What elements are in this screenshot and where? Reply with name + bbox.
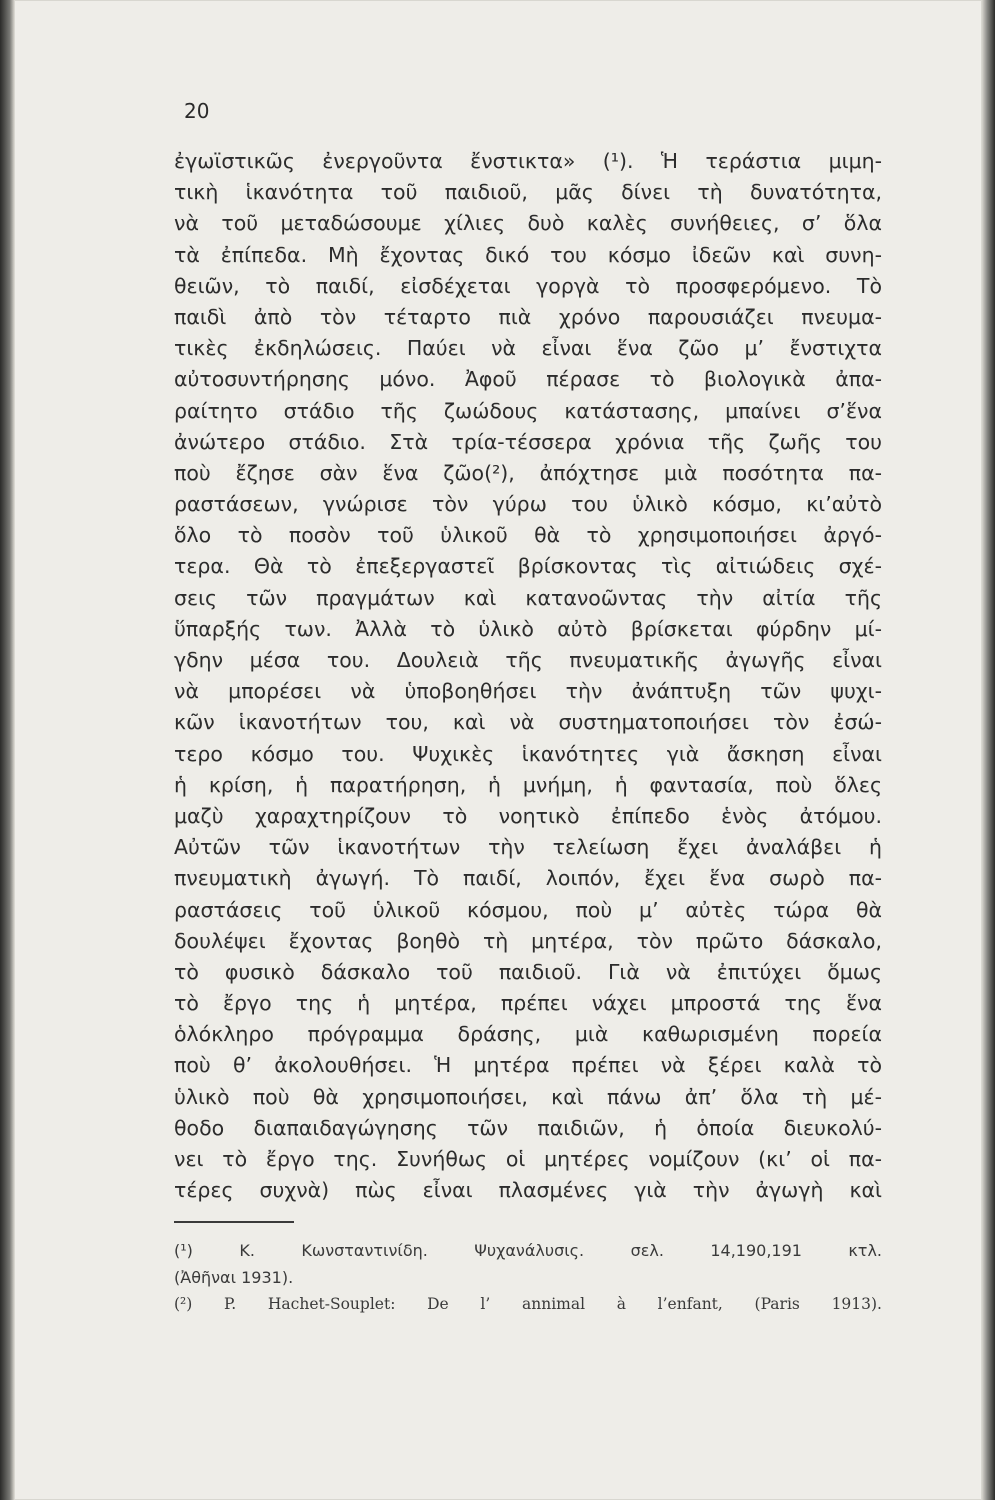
text-line: τέρες συχνὰ) πὼς εἶναι πλασμένες γιὰ τὴν ἀγωγὴ καὶ bbox=[174, 1178, 882, 1203]
text-line: σεις τῶν πραγμάτων καὶ κατανοῶντας τὴν αἰτία τῆς bbox=[174, 585, 882, 610]
book-gutter-edge bbox=[0, 0, 14, 1500]
text-line: ὕπαρξής των. Ἀλλὰ τὸ ὑλικὸ αὐτὸ βρίσκεται φύρδην μί- bbox=[174, 616, 882, 641]
text-line: μαζὺ χαραχτηρίζουν τὸ νοητικὸ ἐπίπεδο ἑνὸς ἀτόμου. bbox=[174, 803, 882, 828]
text-line: παιδὶ ἀπὸ τὸν τέταρτο πιὰ χρόνο παρουσιάζει πνευμα- bbox=[174, 304, 882, 329]
text-line: κῶν ἱκανοτήτων του, καὶ νὰ συστηματοποιήσει τὸν ἐσώ- bbox=[174, 710, 882, 735]
text-line: δουλέψει ἔχοντας βοηθὸ τὴ μητέρα, τὸν πρῶτο δάσκαλο, bbox=[174, 928, 882, 953]
text-line: ποὺ θ’ ἀκολουθήσει. Ἡ μητέρα πρέπει νὰ ξέρει καλὰ τὸ bbox=[174, 1053, 882, 1078]
text-line: θοδο διαπαιδαγώγησης τῶν παιδιῶν, ἡ ὁποία διευκολύ- bbox=[174, 1115, 882, 1140]
text-line: γδην μέσα του. Δουλειὰ τῆς πνευματικῆς ἀγωγῆς εἶναι bbox=[174, 648, 882, 672]
footnote-line: (Ἀθῆναι 1931). bbox=[174, 1268, 294, 1287]
footnotes bbox=[174, 1237, 882, 1318]
text-line: ἐγωϊστικῶς ἐνεργοῦντα ἔνστικτα» (¹). Ἡ τεράστια μιμη- bbox=[174, 149, 882, 173]
text-line: τὸ φυσικὸ δάσκαλο τοῦ παιδιοῦ. Γιὰ νὰ ἐπιτύχει ὅμως bbox=[174, 959, 882, 984]
text-line: τερο κόσμο του. Ψυχικὲς ἱκανότητες γιὰ ἄσκηση εἶναι bbox=[174, 741, 882, 766]
text-line: αὐτοσυντήρησης μόνο. Ἀφοῦ πέρασε τὸ βιολογικὰ ἀπα- bbox=[174, 367, 882, 392]
body-text bbox=[174, 146, 882, 1206]
text-line: τικὲς ἐκδηλώσεις. Παύει νὰ εἶναι ἕνα ζῶο μ’ ἔνστιχτα bbox=[174, 336, 882, 361]
page-right-edge bbox=[982, 0, 995, 1500]
text-line: τὰ ἐπίπεδα. Μὴ ἔχοντας δικό του κόσμο ἰδεῶν καὶ συνη- bbox=[174, 242, 882, 267]
text-line: ραίτητο στάδιο τῆς ζωώδους κατάστασης, μπαίνει σ’ἕνα bbox=[174, 398, 882, 423]
text-line: ὁλόκληρο πρόγραμμα δράσης, μιὰ καθωρισμένη πορεία bbox=[174, 1022, 882, 1047]
text-line: τερα. Θὰ τὸ ἐπεξεργαστεῖ βρίσκοντας τὶς αἰτιώδεις σχέ- bbox=[174, 554, 882, 579]
text-line: ἡ κρίση, ἡ παρατήρηση, ἡ μνήμη, ἡ φαντασία, ποὺ ὅλες bbox=[174, 772, 882, 797]
text-line: ὑλικὸ ποὺ θὰ χρησιμοποιήσει, καὶ πάνω ἀπ’ ὅλα τὴ μέ- bbox=[174, 1084, 882, 1109]
text-line: θειῶν, τὸ παιδί, εἰσδέχεται γοργὰ τὸ προσφερόμενο. Τὸ bbox=[174, 273, 882, 298]
text-line: ποὺ ἔζησε σὰν ἕνα ζῶο(²), ἀπόχτησε μιὰ ποσότητα πα- bbox=[174, 460, 882, 485]
text-line: Αὐτῶν τῶν ἱκανοτήτων τὴν τελείωση ἔχει ἀναλάβει ἡ bbox=[174, 835, 882, 860]
text-line: πνευματικὴ ἀγωγή. Τὸ παιδί, λοιπόν, ἔχει ἕνα σωρὸ πα- bbox=[174, 866, 882, 891]
text-line: νει τὸ ἔργο της. Συνήθως οἱ μητέρες νομίζουν (κι’ οἱ πα- bbox=[174, 1147, 882, 1171]
text-line: ὅλο τὸ ποσὸν τοῦ ὑλικοῦ θὰ τὸ χρησιμοποιήσει ἀργό- bbox=[174, 523, 882, 548]
footnote-line: (¹) Κ. Κωνσταντινίδη. Ψυχανάλυσις. σελ. 14,190,191 κτλ. bbox=[174, 1241, 882, 1260]
text-line: νὰ τοῦ μεταδώσουμε χίλιες δυὸ καλὲς συνήθειες, σ’ ὅλα bbox=[174, 211, 882, 236]
footnote-divider bbox=[174, 1221, 294, 1223]
text-line: ἀνώτερο στάδιο. Στὰ τρία-τέσσερα χρόνια τῆς ζωῆς του bbox=[174, 429, 882, 454]
text-line: νὰ μπορέσει νὰ ὑποβοηθήσει τὴν ἀνάπτυξη τῶν ψυχι- bbox=[174, 679, 882, 704]
text-line: ραστάσεων, γνώρισε τὸν γύρω του ὑλικὸ κόσμο, κι’αὐτὸ bbox=[174, 492, 882, 517]
footnote-line: (²) P. Hachet-Souplet: De l’ annimal à l’enfant, (Paris 1913). bbox=[174, 1295, 882, 1313]
text-line: ραστάσεις τοῦ ὑλικοῦ κόσμου, ποὺ μ’ αὐτὲς τώρα θὰ bbox=[174, 897, 882, 922]
text-line: τὸ ἔργο της ἡ μητέρα, πρέπει νάχει μπροστά της ἕνα bbox=[174, 991, 882, 1016]
page-number: 20 bbox=[184, 99, 210, 123]
text-line: τικὴ ἱκανότητα τοῦ παιδιοῦ, μᾶς δίνει τὴ δυνατότητα, bbox=[174, 180, 882, 205]
